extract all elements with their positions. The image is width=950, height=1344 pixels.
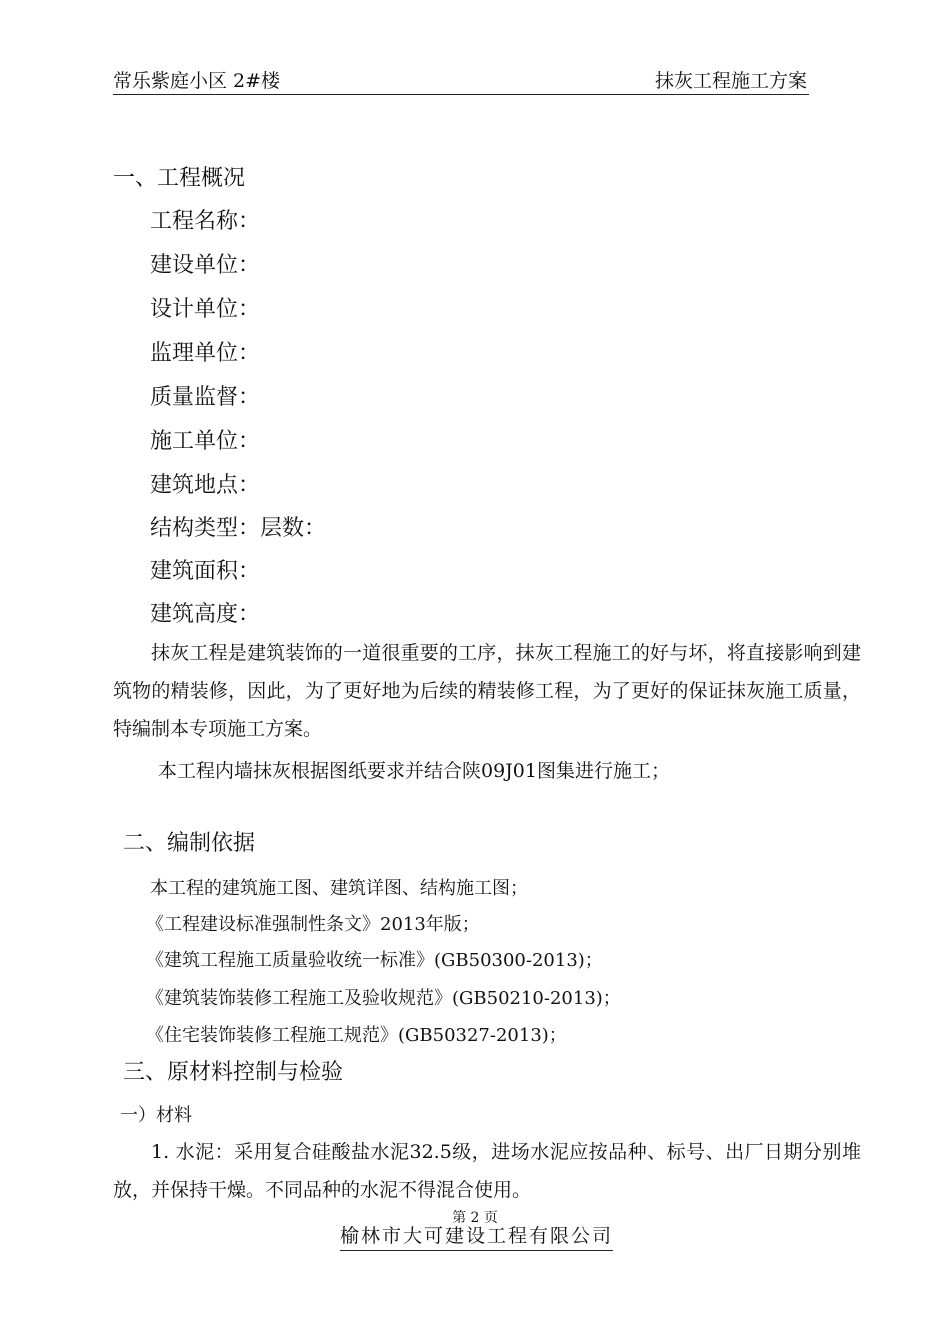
section-3-title: 三、原材料控制与检验	[123, 1060, 344, 1085]
section-2-title: 二、编制依据	[123, 831, 256, 856]
field-supervision-unit: 监理单位：	[150, 341, 261, 366]
intro-paragraph: 抹灰工程是建筑装饰的一道很重要的工序，抹灰工程施工的好与坏，将直接影响到建筑物的精装修，因此，为了更好地为后续的精装修工程，为了更好的保证抹灰施工质量，特编制本专项施工方案。	[113, 642, 861, 740]
company-name: 榆林市大可建设工程有限公司	[340, 1221, 613, 1251]
basis-item: 《建筑装饰装修工程施工及验收规范》(GB50210-2013)；	[146, 988, 621, 1009]
field-structure-floors: 结构类型：层数：	[150, 516, 327, 541]
drawing-note: 本工程内墙抹灰根据图纸要求并结合陕09J01图集进行施工；	[158, 760, 670, 782]
basis-item: 《住宅装饰装修工程施工规范》(GB50327-2013)；	[146, 1025, 567, 1046]
field-quality-supervision: 质量监督：	[150, 385, 261, 410]
field-building-height: 建筑高度：	[150, 602, 261, 627]
section-1-title: 一、工程概况	[113, 166, 246, 191]
basis-item: 本工程的建筑施工图、建筑详图、结构施工图；	[150, 878, 528, 899]
field-location: 建筑地点：	[150, 473, 261, 498]
cement-paragraph: 1. 水泥：采用复合硅酸盐水泥32.5级，进场水泥应按品种、标号、出厂日期分别堆放，并保持干燥。不同品种的水泥不得混合使用。	[113, 1141, 861, 1201]
subsection-materials: 一）材料	[120, 1105, 192, 1126]
basis-item: 《建筑工程施工质量验收统一标准》(GB50300-2013)；	[146, 950, 603, 971]
field-contractor: 施工单位：	[150, 429, 261, 454]
header-document-title: 抹灰工程施工方案	[654, 70, 807, 92]
header-divider	[113, 94, 809, 95]
field-project-name: 工程名称：	[150, 209, 261, 234]
page-number: 第 2 页	[452, 1210, 498, 1226]
field-building-area: 建筑面积：	[150, 559, 261, 584]
field-design-unit: 设计单位：	[150, 297, 261, 322]
basis-item: 《工程建设标准强制性条文》2013年版；	[146, 914, 480, 935]
field-construction-unit: 建设单位：	[150, 253, 261, 278]
header-project-name: 常乐紫庭小区 2#楼	[113, 70, 281, 92]
